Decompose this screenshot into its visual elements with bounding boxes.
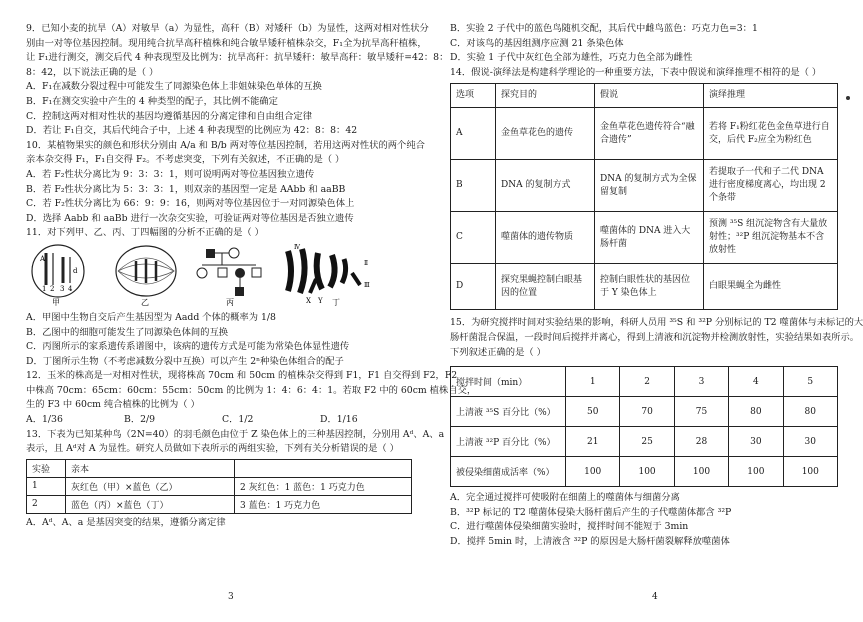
table-row [451,457,838,487]
q9-option-a: A．F₁在减数分裂过程中可能发生了同源染色体上非姐妹染色单体的互换 [26,81,322,93]
table-cell: 上清液 ³²P 百分比（%） [451,427,566,457]
page-number: 4 [652,592,658,602]
q10-option-c: C．若 F₂性状分离比为 66：9：9：16，则两对等位基因位于一对同源染色体上 [26,198,355,210]
table-header: 演绎推理 [704,84,838,108]
table-row [451,397,838,427]
svg-text:4: 4 [68,284,73,293]
q15-option-d: D．搅拌 5min 时，上清液含 ³²P 的原因是大肠杆菌裂解释放噬菌体 [450,535,730,547]
table-cell: 上清液 ³⁵S 百分比（%） [451,397,566,427]
table-cell: 100 [729,457,783,487]
table-cell: 灰红色（甲）×蓝色（乙） [66,477,235,495]
question-15 [450,316,863,549]
table-cell: 100 [783,457,837,487]
table-row [451,264,838,310]
q15-option-c: C．进行噬菌体侵染细菌实验时，搅拌时间不能短于 3min [450,521,689,533]
table-header: 3 [674,367,728,397]
q15-line: 15．为研究搅拌时间对实验结果的影响，科研人员用 ³⁵S 和 ³²P 分别标记的 T2 噬菌体与未标记的大 [450,317,863,329]
table-cell: 金鱼草花色的遗传 [496,108,595,160]
q9-option-b: B．F₁在测交实验中产生的 4 种类型的配子，其比例不能确定 [26,95,278,107]
figure-label-yi: 乙 [141,297,149,307]
table-cell: 探究果蝇控制白眼基因的位置 [496,264,595,310]
question-14 [450,66,838,311]
q11-option-c: C．丙图所示的家系遗传系谱图中，该病的遗传方式是可能为常染色体显性遗传 [26,341,350,353]
table-cell: 3 蓝色：1 巧克力色 [235,495,412,513]
table-cell: 若提取子一代和子二代 DNA 进行密度梯度离心，均出现 2 个条带 [704,160,838,212]
q13-option-c: C．对该鸟的基因组测序应测 21 条染色体 [450,37,624,49]
q14-table [450,83,838,310]
table-cell: 75 [674,397,728,427]
q15-table [450,366,838,487]
figure-label-ding: 丁 [332,297,340,307]
figure-jia-cell [32,245,84,297]
table-cell: 28 [674,427,728,457]
q10-option-d: D．选择 Aabb 和 aaBb 进行一次杂交实验，可验证两对等位基因是否独立遗传 [26,212,354,224]
table-cell: 21 [566,427,620,457]
table-row [27,477,412,495]
svg-text:2: 2 [50,284,55,293]
table-cell: 30 [729,427,783,457]
page-number: 3 [228,592,234,602]
table-cell: 25 [620,427,674,457]
table-cell: 蓝色（丙）×蓝色（丁） [66,495,235,513]
figure-ding-chromosomes [288,249,360,293]
table-header: 1 [566,367,620,397]
table-cell: 噬菌体的遗传物质 [496,212,595,264]
q11-figure [26,243,412,307]
figure-roman-2: Ⅱ [364,259,369,267]
q13-option-b: B．实验 2 子代中的蓝色鸟随机交配，其后代中雌鸟蓝色：巧克力色=3：1 [450,23,758,34]
table-row [451,108,838,160]
figure-roman-3: Ⅲ [364,281,370,289]
table-cell: 金鱼草花色遗传符合“融合遗传” [595,108,704,160]
q15-option-b: B．³²P 标记的 T2 噬菌体侵染大肠杆菌后产生的子代噬菌体都含 ³²P [450,506,732,518]
q9-line: 让 F₁进行测交，测交后代 4 种表现型及比例为：抗旱高秆：抗旱矮秆：敏旱高秆：敏旱矮秆=42：8： [26,52,449,64]
figure-bing-pedigree [197,248,261,296]
table-row [451,367,838,397]
figure-label-bing: 丙 [226,297,234,307]
q13-option-d: D．实验 1 子代中灰红色全部为雄性，巧克力色全部为雌性 [450,52,693,64]
q11-option-d: D．丁图所示生物（不考虑减数分裂中互换）可以产生 2ⁿ种染色体组合的配子 [26,355,344,367]
table-cell: 100 [674,457,728,487]
table-cell: 50 [566,397,620,427]
q10-line: 10．某植物果实的颜色和形状分别由 A/a 和 B/b 两对等位基因控制，若用这两对性状的两个纯合 [26,139,425,151]
question-13 [26,428,445,531]
q11-figure-svg [26,243,416,307]
table-header: 亲本 [66,459,235,477]
table-row [27,495,412,513]
q12-option-d: D．1/16 [320,414,358,426]
q9-line: 别由一对等位基因控制。现用纯合抗旱高秆植株和纯合敏旱矮秆植株杂交，F₁全为抗旱高秆植株， [26,37,427,49]
table-cell: DNA 的复制方式为全保留复制 [595,160,704,212]
q15-line: 肠杆菌混合保温，一段时间后搅拌并离心，得到上清液和沉淀物并检测放射性，实验结果如表所示。 [450,331,860,343]
q13-table [26,459,412,514]
table-header: 5 [783,367,837,397]
table-cell: 被侵染细菌成活率（%） [451,457,566,487]
table-header: 4 [729,367,783,397]
question-11 [26,226,412,369]
table-header: 实验 [27,459,66,477]
svg-text:3: 3 [60,284,65,293]
question-12 [26,369,477,427]
table-row [27,459,412,477]
q9-option-d: D．若让 F₁自交，其后代纯合子中，上述 4 种表现型的比例应为 42：8：8：42 [26,125,358,137]
q12-line: 生的 F3 中 60cm 纯合植株的比例为（ ） [26,399,200,411]
q12-option-a: A．1/36 [26,414,63,426]
q13-line: 13．下表为已知某种鸟（2N=40）的羽毛颜色由位于 Z 染色体上的三种基因控制，分别用 Aᵈ、A、a [26,428,445,440]
table-cell: 70 [620,397,674,427]
table-cell: 预测 ³⁵S 组沉淀物含有大量放射性；³²P 组沉淀物基本不含放射性 [704,212,838,264]
q11-option-a: A．甲图中生物自交后产生基因型为 Aadd 个体的概率为 1/8 [26,311,276,323]
question-13-continued [450,22,838,66]
svg-text:A: A [40,254,46,263]
q12-line: 中株高 70cm：65cm：60cm：55cm：50cm 的比例为 1：4：6：4：1。若取 F2 中的 60cm 植株自交， [26,384,477,396]
q12-line: 12．玉米的株高是一对相对性状，现将株高 70cm 和 50cm 的植株杂交得到 F1，F1 自交得到 F2，F2 [26,370,458,382]
q12-options [26,413,412,428]
question-10 [26,139,425,227]
q9-line: 8：42，以下说法正确的是（ ） [26,66,159,78]
table-cell: DNA 的复制方式 [496,160,595,212]
margin-dot [846,96,850,100]
table-header: 选项 [451,84,496,108]
table-cell: 2 灰红色：1 蓝色：1 巧克力色 [235,477,412,495]
table-row [451,212,838,264]
table-cell: 白眼果蝇全为雌性 [704,264,838,310]
q9-option-c: C．控制这两对相对性状的基因均遵循基因的分离定律和自由组合定律 [26,110,313,122]
table-cell: 80 [783,397,837,427]
q12-option-b: B．2/9 [124,414,156,426]
table-cell: 若将 F₁粉红花色金鱼草进行自交，后代 F₂应全为粉红色 [704,108,838,160]
table-header: 2 [620,367,674,397]
table-cell: 100 [566,457,620,487]
table-header: 探究目的 [496,84,595,108]
table-cell: 100 [620,457,674,487]
table-cell: C [451,212,496,264]
q11-option-b: B．乙图中的细胞可能发生了同源染色体间的互换 [26,326,229,338]
table-cell: A [451,108,496,160]
table-row [451,84,838,108]
table-cell: 80 [729,397,783,427]
table-cell: 控制白眼性状的基因位于 Y 染色体上 [595,264,704,310]
q10-line: 亲本杂交得 F₁，F₁自交得 F₂。不考虑突变，下列有关叙述，不正确的是（ ） [26,154,345,166]
table-header: 假说 [595,84,704,108]
question-9 [26,22,449,139]
q13-option-a: A．Aᵈ、A、a 是基因突变的结果，遵循分离定律 [26,516,226,528]
figure-yi-cell [116,246,176,296]
figure-label-jia: 甲 [52,297,60,307]
q15-line: 下列叙述正确的是（ ） [450,346,546,358]
figure-roman-4: Ⅳ [294,243,300,251]
table-cell: B [451,160,496,212]
table-cell: 噬菌体的 DNA 进入大肠杆菌 [595,212,704,264]
table-row [451,427,838,457]
page-4 [430,0,863,622]
q11-stem: 11．对下列甲、乙、丙、丁四幅图的分析不正确的是（ ） [26,227,264,239]
table-cell: 2 [27,495,66,513]
svg-text:d: d [73,266,78,275]
q13-line: 表示，且 Aᵈ对 A 为显性。研究人员做如下表所示的两组实验，下列有关分析错误的是（ ） [26,443,399,455]
table-row [451,160,838,212]
q10-option-b: B．若 F₂性状分离比为 5：3：3：1，则双亲的基因型一定是 AAbb 和 aaBB [26,183,346,195]
q12-option-c: C．1/2 [222,414,254,426]
figure-label-x: X [306,296,311,305]
table-cell: 1 [27,477,66,495]
table-cell: 30 [783,427,837,457]
q15-option-a: A．完全通过搅拌可使吸附在细菌上的噬菌体与细菌分离 [450,492,680,504]
figure-label-y: Y [318,296,323,305]
svg-text:1: 1 [42,284,47,293]
table-header: 搅拌时间（min） [451,367,566,397]
q9-line: 9．已知小麦的抗旱（A）对敏旱（a）为显性，高秆（B）对矮秆（b）为显性，这两对相对性状分 [26,23,429,34]
table-cell: D [451,264,496,310]
table-header [235,459,412,477]
q10-option-a: A．若 F₂性状分离比为 9：3：3：1，则可说明两对等位基因独立遗传 [26,168,315,180]
q14-stem: 14．假说-演绎法是构建科学理论的一种重要方法，下表中假说和演绎推理不相符的是（ ） [450,66,822,78]
